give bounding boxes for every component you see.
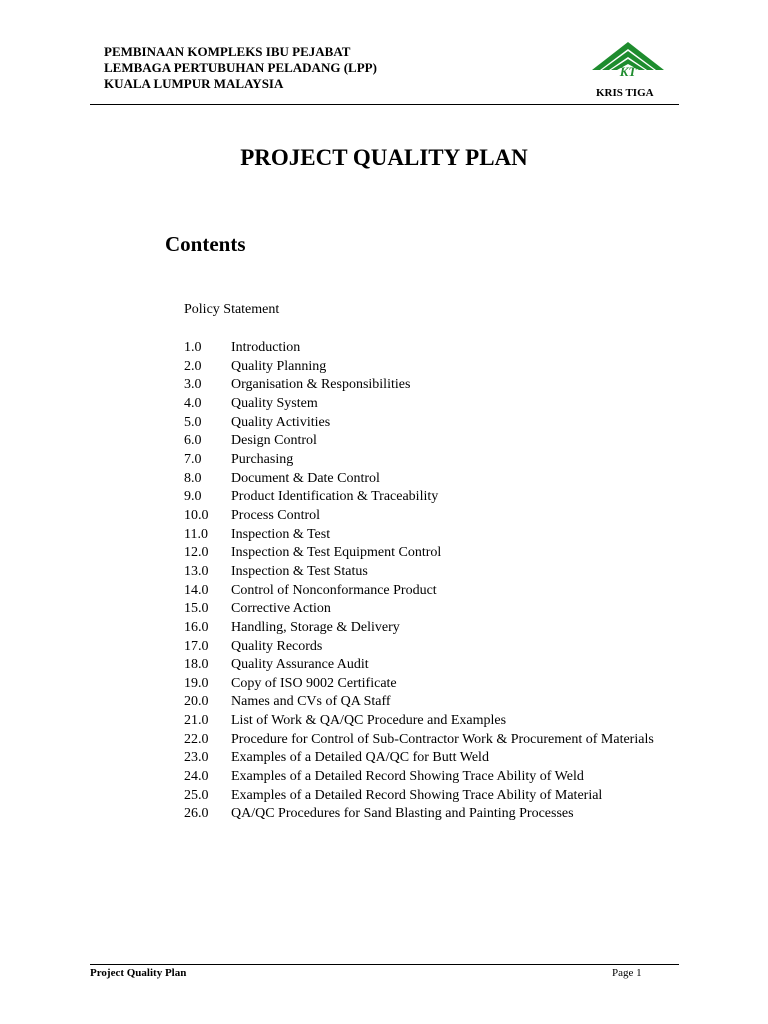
logo-text: KT: [619, 64, 637, 79]
toc-entry: [184, 470, 664, 489]
toc-entry: [184, 656, 664, 675]
toc-entry-number: 26.0: [184, 806, 209, 822]
toc-entry: [184, 376, 664, 395]
toc-entry: [184, 731, 664, 750]
toc-entry-title: Document & Date Control: [231, 470, 380, 486]
document-title: PROJECT QUALITY PLAN: [240, 145, 528, 170]
toc-entry: [184, 432, 664, 451]
toc-entry: [184, 805, 664, 824]
toc-entry-number: 14.0: [184, 582, 209, 598]
toc-entry-title: Quality Records: [231, 638, 323, 654]
footer-rule: [90, 964, 679, 965]
page-number: Page 1: [612, 967, 642, 979]
toc-entry-title: Examples of a Detailed QA/QC for Butt Weld: [231, 750, 489, 766]
toc-entry: [184, 619, 664, 638]
toc-entry-number: 16.0: [184, 619, 209, 635]
toc-entry: [184, 563, 664, 582]
toc-entry: [184, 488, 664, 507]
toc-entry: [184, 675, 664, 694]
toc-entry: [184, 582, 664, 601]
toc-entry-title: Inspection & Test: [231, 526, 331, 542]
toc-entry-number: 8.0: [184, 470, 202, 486]
toc-entry: [184, 526, 664, 545]
toc-entry-number: 20.0: [184, 694, 209, 710]
toc-entry-title: Product Identification & Traceability: [231, 489, 439, 505]
toc-entry-number: 15.0: [184, 601, 209, 617]
toc-entry-number: 4.0: [184, 395, 202, 411]
toc-entry-title: Quality Activities: [231, 414, 331, 430]
toc-entry-number: 6.0: [184, 433, 202, 449]
toc-entry-title: Quality Planning: [231, 358, 327, 374]
toc-entry-number: 13.0: [184, 563, 209, 579]
toc-entry-number: 17.0: [184, 638, 209, 654]
toc-entry-title: Examples of a Detailed Record Showing Trace Ability of Material: [231, 787, 603, 803]
toc-entry-number: 7.0: [184, 451, 202, 467]
toc-entry: [184, 339, 664, 358]
toc-entry-title: Purchasing: [231, 451, 294, 467]
toc-entry-number: 3.0: [184, 377, 202, 393]
toc-entry-title: Introduction: [231, 340, 301, 355]
toc-entry: [184, 358, 664, 377]
toc-entry-number: 23.0: [184, 750, 209, 766]
table-of-contents: [184, 339, 664, 824]
toc-entry: [184, 414, 664, 433]
company-name: KRIS TIGA: [596, 87, 654, 99]
toc-entry-number: 9.0: [184, 489, 202, 505]
toc-entry-number: 21.0: [184, 713, 209, 729]
toc-entry-title: Corrective Action: [231, 601, 331, 617]
header-line-3: KUALA LUMPUR MALAYSIA: [104, 76, 284, 91]
toc-entry: [184, 768, 664, 787]
toc-entry: [184, 712, 664, 731]
header-block: [104, 44, 377, 92]
toc-entry: [184, 451, 664, 470]
toc-entry-number: 19.0: [184, 675, 209, 691]
toc-entry-title: Handling, Storage & Delivery: [231, 619, 400, 635]
toc-entry: [184, 693, 664, 712]
toc-entry: [184, 638, 664, 657]
toc-entry-number: 5.0: [184, 414, 202, 430]
toc-entry-title: QA/QC Procedures for Sand Blasting and Painting Processes: [231, 806, 574, 822]
toc-entry-title: Copy of ISO 9002 Certificate: [231, 675, 397, 691]
toc-entry-title: Inspection & Test Equipment Control: [231, 545, 442, 561]
toc-entry-number: 24.0: [184, 769, 209, 785]
toc-entry: [184, 507, 664, 526]
toc-entry-title: Names and CVs of QA Staff: [231, 694, 391, 710]
toc-entry-title: Quality Assurance Audit: [231, 657, 369, 673]
toc-entry-title: Quality System: [231, 395, 318, 411]
toc-entry-number: 1.0: [184, 340, 202, 355]
toc-entry-number: 11.0: [184, 526, 208, 542]
toc-entry-title: Procedure for Control of Sub-Contractor Work & Procurement of Materials: [231, 731, 654, 747]
footer-title: Project Quality Plan: [90, 967, 187, 979]
toc-entry: [184, 600, 664, 619]
toc-entry-number: 25.0: [184, 787, 209, 803]
toc-entry: [184, 749, 664, 768]
toc-entry-title: Inspection & Test Status: [231, 563, 368, 579]
toc-entry-title: Design Control: [231, 433, 317, 449]
header-line-1: PEMBINAAN KOMPLEKS IBU PEJABAT: [104, 44, 351, 59]
toc-entry-title: Examples of a Detailed Record Showing Trace Ability of Weld: [231, 769, 584, 785]
toc-entry-number: 10.0: [184, 507, 209, 523]
toc-entry-number: 12.0: [184, 545, 209, 561]
toc-entry: [184, 395, 664, 414]
header-rule: [90, 104, 679, 105]
toc-entry-title: Control of Nonconformance Product: [231, 582, 437, 598]
toc-entry-number: 18.0: [184, 657, 209, 673]
toc-entry: [184, 544, 664, 563]
header-line-2: LEMBAGA PERTUBUHAN PELADANG (LPP): [104, 60, 377, 75]
toc-entry: [184, 787, 664, 806]
toc-entry-number: 2.0: [184, 358, 202, 374]
toc-entry-number: 22.0: [184, 731, 209, 747]
policy-statement: Policy Statement: [184, 302, 280, 317]
kris-tiga-logo: [590, 40, 666, 80]
contents-heading: Contents: [165, 232, 246, 256]
toc-entry-title: List of Work & QA/QC Procedure and Examples: [231, 713, 507, 729]
toc-entry-title: Organisation & Responsibilities: [231, 377, 411, 393]
toc-entry-title: Process Control: [231, 507, 321, 523]
